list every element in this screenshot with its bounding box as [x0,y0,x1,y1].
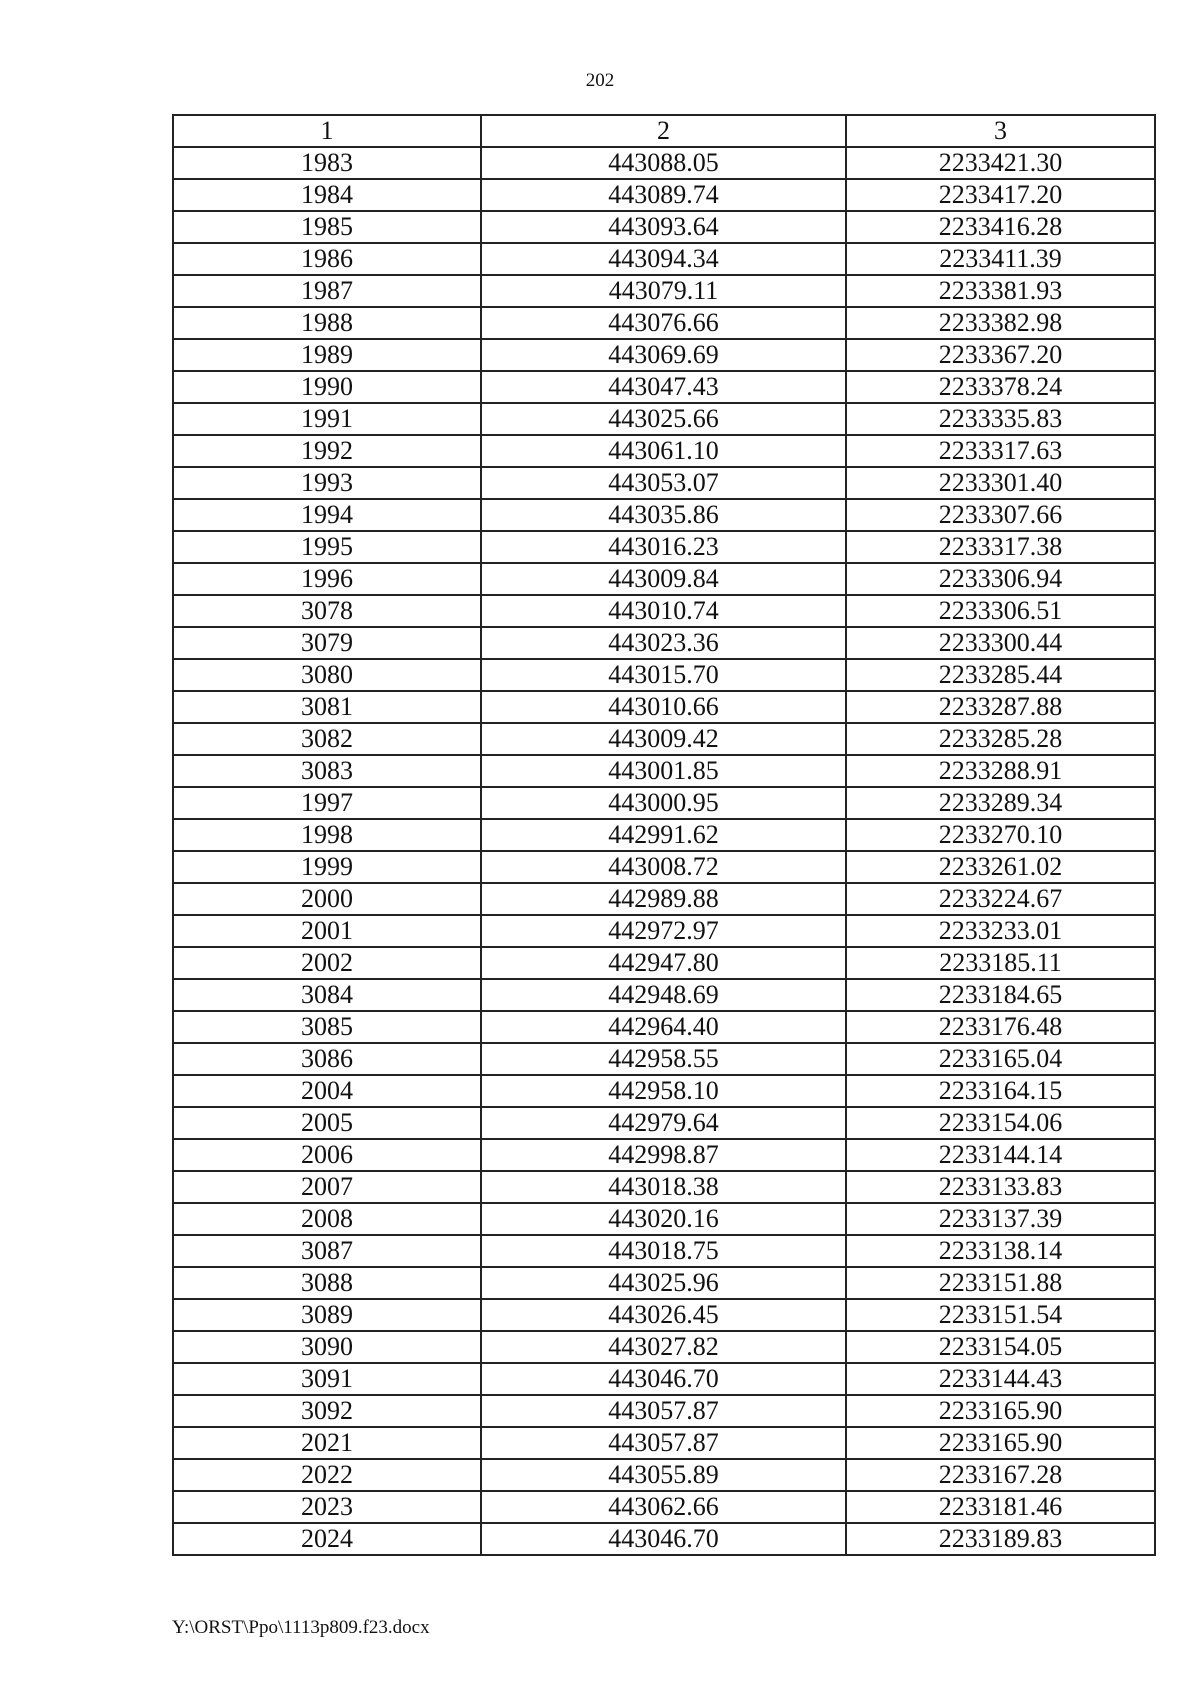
x-coordinate-cell: 443055.89 [481,1459,846,1491]
point-number-cell: 2008 [173,1203,481,1235]
y-coordinate-cell: 2233184.65 [846,979,1155,1011]
table-header [173,115,1155,147]
table-row [173,307,1155,339]
table-row [173,1523,1155,1555]
y-coordinate-cell: 2233287.88 [846,691,1155,723]
y-coordinate-cell: 2233270.10 [846,819,1155,851]
x-coordinate-cell: 443088.05 [481,147,846,179]
point-number-cell: 2006 [173,1139,481,1171]
y-coordinate-cell: 2233381.93 [846,275,1155,307]
point-number-cell: 2005 [173,1107,481,1139]
table-row [173,563,1155,595]
point-number-cell: 2022 [173,1459,481,1491]
point-number-cell: 1989 [173,339,481,371]
y-coordinate-cell: 2233185.11 [846,947,1155,979]
point-number-cell: 3081 [173,691,481,723]
x-coordinate-cell: 443015.70 [481,659,846,691]
y-coordinate-cell: 2233421.30 [846,147,1155,179]
y-coordinate-cell: 2233411.39 [846,243,1155,275]
point-number-cell: 2023 [173,1491,481,1523]
x-coordinate-cell: 443026.45 [481,1299,846,1331]
y-coordinate-cell: 2233144.14 [846,1139,1155,1171]
x-coordinate-cell: 443093.64 [481,211,846,243]
table-row [173,531,1155,563]
x-coordinate-cell: 442947.80 [481,947,846,979]
x-coordinate-cell: 443062.66 [481,1491,846,1523]
x-coordinate-cell: 443079.11 [481,275,846,307]
column-header-2: 2 [481,115,846,147]
point-number-cell: 2007 [173,1171,481,1203]
point-number-cell: 1987 [173,275,481,307]
x-coordinate-cell: 443057.87 [481,1395,846,1427]
table-row [173,723,1155,755]
table-row [173,819,1155,851]
y-coordinate-cell: 2233224.67 [846,883,1155,915]
y-coordinate-cell: 2233151.88 [846,1267,1155,1299]
x-coordinate-cell: 443027.82 [481,1331,846,1363]
table-row [173,1491,1155,1523]
x-coordinate-cell: 443010.66 [481,691,846,723]
table-row [173,1459,1155,1491]
y-coordinate-cell: 2233317.63 [846,435,1155,467]
table-row [173,275,1155,307]
y-coordinate-cell: 2233317.38 [846,531,1155,563]
table-row [173,1395,1155,1427]
y-coordinate-cell: 2233233.01 [846,915,1155,947]
point-number-cell: 3078 [173,595,481,627]
table-row [173,787,1155,819]
table-body [173,147,1155,1555]
point-number-cell: 2002 [173,947,481,979]
point-number-cell: 3085 [173,1011,481,1043]
x-coordinate-cell: 443089.74 [481,179,846,211]
table-row [173,1171,1155,1203]
point-number-cell: 1996 [173,563,481,595]
y-coordinate-cell: 2233138.14 [846,1235,1155,1267]
point-number-cell: 1985 [173,211,481,243]
table-row [173,979,1155,1011]
point-number-cell: 3080 [173,659,481,691]
point-number-cell: 3090 [173,1331,481,1363]
y-coordinate-cell: 2233285.28 [846,723,1155,755]
y-coordinate-cell: 2233307.66 [846,499,1155,531]
table-row [173,403,1155,435]
x-coordinate-cell: 443047.43 [481,371,846,403]
point-number-cell: 1991 [173,403,481,435]
x-coordinate-cell: 442972.97 [481,915,846,947]
table-row [173,883,1155,915]
point-number-cell: 1994 [173,499,481,531]
column-header-3: 3 [846,115,1155,147]
y-coordinate-cell: 2233154.06 [846,1107,1155,1139]
table-row [173,339,1155,371]
table-row [173,1107,1155,1139]
x-coordinate-cell: 443046.70 [481,1363,846,1395]
y-coordinate-cell: 2233300.44 [846,627,1155,659]
x-coordinate-cell: 442948.69 [481,979,846,1011]
y-coordinate-cell: 2233165.04 [846,1043,1155,1075]
x-coordinate-cell: 443046.70 [481,1523,846,1555]
table-row [173,627,1155,659]
x-coordinate-cell: 443076.66 [481,307,846,339]
point-number-cell: 2024 [173,1523,481,1555]
page-number: 202 [585,70,615,91]
x-coordinate-cell: 443025.66 [481,403,846,435]
header-row [173,115,1155,147]
y-coordinate-cell: 2233167.28 [846,1459,1155,1491]
y-coordinate-cell: 2233151.54 [846,1299,1155,1331]
x-coordinate-cell: 443069.69 [481,339,846,371]
table-row [173,147,1155,179]
point-number-cell: 3091 [173,1363,481,1395]
table-row [173,691,1155,723]
table-row [173,1011,1155,1043]
point-number-cell: 2004 [173,1075,481,1107]
x-coordinate-cell: 443020.16 [481,1203,846,1235]
point-number-cell: 1988 [173,307,481,339]
column-header-1: 1 [173,115,481,147]
x-coordinate-cell: 443009.42 [481,723,846,755]
x-coordinate-cell: 442989.88 [481,883,846,915]
x-coordinate-cell: 442991.62 [481,819,846,851]
table-row [173,499,1155,531]
point-number-cell: 1993 [173,467,481,499]
y-coordinate-cell: 2233306.94 [846,563,1155,595]
y-coordinate-cell: 2233417.20 [846,179,1155,211]
point-number-cell: 1992 [173,435,481,467]
table-row [173,851,1155,883]
table-row [173,915,1155,947]
x-coordinate-cell: 443061.10 [481,435,846,467]
point-number-cell: 1997 [173,787,481,819]
x-coordinate-cell: 443016.23 [481,531,846,563]
table-row [173,243,1155,275]
point-number-cell: 1995 [173,531,481,563]
point-number-cell: 2000 [173,883,481,915]
y-coordinate-cell: 2233154.05 [846,1331,1155,1363]
y-coordinate-cell: 2233378.24 [846,371,1155,403]
table-row [173,1075,1155,1107]
y-coordinate-cell: 2233181.46 [846,1491,1155,1523]
x-coordinate-cell: 443025.96 [481,1267,846,1299]
x-coordinate-cell: 443000.95 [481,787,846,819]
point-number-cell: 2021 [173,1427,481,1459]
table-row [173,179,1155,211]
x-coordinate-cell: 443018.38 [481,1171,846,1203]
y-coordinate-cell: 2233261.02 [846,851,1155,883]
y-coordinate-cell: 2233301.40 [846,467,1155,499]
point-number-cell: 3086 [173,1043,481,1075]
x-coordinate-cell: 442998.87 [481,1139,846,1171]
x-coordinate-cell: 442958.55 [481,1043,846,1075]
x-coordinate-cell: 443018.75 [481,1235,846,1267]
footer-file-path: Y:\ORST\Ppo\1113p809.f23.docx [172,1617,430,1638]
y-coordinate-cell: 2233416.28 [846,211,1155,243]
table-row [173,755,1155,787]
table-row [173,1043,1155,1075]
point-number-cell: 1998 [173,819,481,851]
y-coordinate-cell: 2233367.20 [846,339,1155,371]
x-coordinate-cell: 443001.85 [481,755,846,787]
point-number-cell: 3092 [173,1395,481,1427]
table-row [173,1235,1155,1267]
y-coordinate-cell: 2233165.90 [846,1427,1155,1459]
table-row [173,211,1155,243]
x-coordinate-cell: 443009.84 [481,563,846,595]
table-row [173,659,1155,691]
y-coordinate-cell: 2233165.90 [846,1395,1155,1427]
x-coordinate-cell: 442964.40 [481,1011,846,1043]
point-number-cell: 1983 [173,147,481,179]
point-number-cell: 3089 [173,1299,481,1331]
y-coordinate-cell: 2233137.39 [846,1203,1155,1235]
table-row [173,1267,1155,1299]
point-number-cell: 3083 [173,755,481,787]
y-coordinate-cell: 2233144.43 [846,1363,1155,1395]
y-coordinate-cell: 2233382.98 [846,307,1155,339]
y-coordinate-cell: 2233189.83 [846,1523,1155,1555]
table-row [173,1139,1155,1171]
y-coordinate-cell: 2233285.44 [846,659,1155,691]
x-coordinate-cell: 443035.86 [481,499,846,531]
x-coordinate-cell: 442979.64 [481,1107,846,1139]
point-number-cell: 3084 [173,979,481,1011]
table-row [173,1427,1155,1459]
point-number-cell: 1984 [173,179,481,211]
x-coordinate-cell: 442958.10 [481,1075,846,1107]
y-coordinate-cell: 2233306.51 [846,595,1155,627]
point-number-cell: 1990 [173,371,481,403]
table-row [173,947,1155,979]
point-number-cell: 3082 [173,723,481,755]
point-number-cell: 1999 [173,851,481,883]
x-coordinate-cell: 443010.74 [481,595,846,627]
x-coordinate-cell: 443094.34 [481,243,846,275]
point-number-cell: 1986 [173,243,481,275]
y-coordinate-cell: 2233288.91 [846,755,1155,787]
y-coordinate-cell: 2233176.48 [846,1011,1155,1043]
table-row [173,1203,1155,1235]
table-row [173,1331,1155,1363]
x-coordinate-cell: 443053.07 [481,467,846,499]
table-row [173,467,1155,499]
table-row [173,1363,1155,1395]
point-number-cell: 2001 [173,915,481,947]
y-coordinate-cell: 2233289.34 [846,787,1155,819]
point-number-cell: 3088 [173,1267,481,1299]
table-row [173,595,1155,627]
x-coordinate-cell: 443008.72 [481,851,846,883]
point-number-cell: 3079 [173,627,481,659]
x-coordinate-cell: 443023.36 [481,627,846,659]
point-number-cell: 3087 [173,1235,481,1267]
y-coordinate-cell: 2233133.83 [846,1171,1155,1203]
table-row [173,371,1155,403]
x-coordinate-cell: 443057.87 [481,1427,846,1459]
table-row [173,1299,1155,1331]
y-coordinate-cell: 2233164.15 [846,1075,1155,1107]
coordinates-table [172,114,1156,1556]
table-row [173,435,1155,467]
y-coordinate-cell: 2233335.83 [846,403,1155,435]
